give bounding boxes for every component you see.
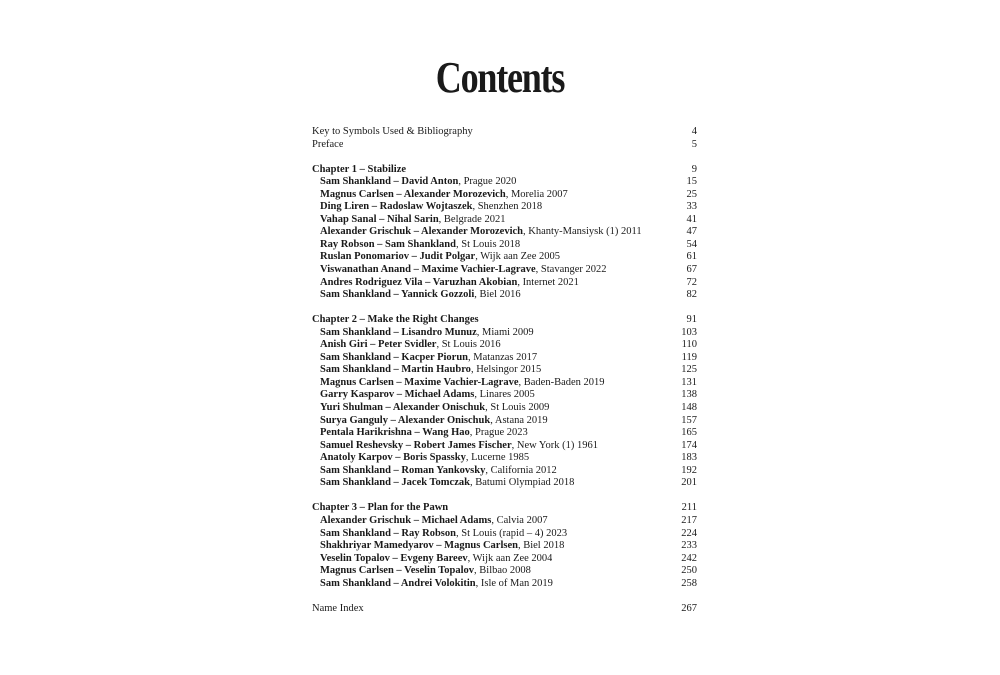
game-entry[interactable] [312, 239, 697, 252]
game-title [312, 352, 537, 365]
page-number: 119 [681, 351, 697, 363]
entry-title: Chapter 2 – Make the Right Changes [312, 314, 479, 326]
game-players: Vahap Sanal – Nihal Sarin [320, 213, 439, 225]
game-title [312, 389, 535, 402]
game-players: Anatoly Karpov – Boris Spassky [320, 452, 466, 464]
game-title [312, 264, 607, 277]
game-title [312, 427, 528, 440]
page-title: Contents [435, 53, 565, 102]
page-number: 242 [681, 552, 697, 564]
game-entry[interactable] [312, 214, 697, 227]
game-title [312, 377, 605, 390]
game-title [312, 465, 557, 478]
game-event: , Baden-Baden 2019 [518, 376, 605, 388]
game-entry[interactable] [312, 565, 697, 578]
game-event: , Prague 2023 [469, 427, 528, 439]
page-number: 15 [686, 176, 697, 188]
game-event: , New York (1) 1961 [511, 439, 598, 451]
page-number: 183 [681, 452, 697, 464]
game-entry[interactable] [312, 578, 697, 591]
page-number: 250 [681, 565, 697, 577]
game-title [312, 251, 560, 264]
entry-title: Name Index [312, 602, 364, 614]
game-event: , Prague 2020 [458, 176, 517, 188]
page-number: 224 [681, 527, 697, 539]
game-event: , Miami 2009 [476, 326, 534, 338]
game-event: , Belgrade 2021 [438, 213, 506, 225]
game-players: Sam Shankland – Martin Haubro [320, 364, 471, 376]
game-players: Ruslan Ponomariov – Judit Polgar [320, 251, 476, 263]
game-players: Sam Shankland – Roman Yankovsky [320, 464, 486, 476]
game-title [312, 477, 574, 490]
page-number: 233 [681, 540, 697, 552]
game-players: Surya Ganguly – Alexander Onischuk [320, 414, 491, 426]
game-players: Sam Shankland – Andrei Volokitin [320, 577, 476, 589]
game-players: Magnus Carlsen – Veselin Topalov [320, 565, 475, 577]
page-number: 9 [691, 163, 697, 175]
game-entry[interactable] [312, 289, 697, 302]
game-players: Shakhriyar Mamedyarov – Magnus Carlsen [320, 540, 518, 552]
game-entry[interactable] [312, 277, 697, 290]
game-event: , Linares 2005 [474, 389, 535, 401]
toc-entry[interactable] [312, 603, 697, 616]
game-entry[interactable] [312, 264, 697, 277]
game-players: Magnus Carlsen – Alexander Morozevich [320, 188, 506, 200]
spacer [312, 151, 697, 164]
page-number: 138 [681, 389, 697, 401]
page-number: 41 [686, 213, 697, 225]
page-number: 174 [681, 439, 697, 451]
page-number: 217 [681, 514, 697, 526]
game-players: Alexander Grischuk – Alexander Morozevich [320, 226, 523, 238]
game-title [312, 540, 564, 553]
game-entry[interactable] [312, 528, 697, 541]
game-title [312, 201, 542, 214]
spacer [312, 490, 697, 503]
game-entry[interactable] [312, 327, 697, 340]
game-event: , Shenzhen 2018 [472, 201, 543, 213]
game-players: Anish Giri – Peter Svidler [320, 339, 437, 351]
page-number: 103 [681, 326, 697, 338]
page-number: 61 [686, 251, 697, 263]
game-event: , Wijk aan Zee 2005 [475, 251, 561, 263]
spacer [312, 302, 697, 315]
spacer [312, 590, 697, 603]
page-number: 192 [681, 464, 697, 476]
game-entry[interactable] [312, 477, 697, 490]
game-entry[interactable] [312, 189, 697, 202]
table-of-contents [312, 126, 697, 615]
game-title [312, 239, 520, 252]
game-title [312, 402, 549, 415]
game-players: Sam Shankland – Kacper Piorun [320, 351, 469, 363]
game-title [312, 214, 505, 227]
game-players: Sam Shankland – Lisandro Munuz [320, 326, 477, 338]
game-event: , Calvia 2007 [491, 514, 548, 526]
game-players: Andres Rodriguez Vila – Varuzhan Akobian [320, 276, 518, 288]
game-title [312, 415, 548, 428]
game-title [312, 553, 552, 566]
game-entry[interactable] [312, 415, 697, 428]
game-players: Garry Kasparov – Michael Adams [320, 389, 475, 401]
game-players: Sam Shankland – Jacek Tomczak [320, 477, 470, 489]
game-entry[interactable] [312, 440, 697, 453]
game-entry[interactable] [312, 465, 697, 478]
page-number: 131 [681, 376, 697, 388]
game-players: Yuri Shulman – Alexander Onischuk [320, 402, 486, 414]
game-title [312, 226, 642, 239]
game-entry[interactable] [312, 176, 697, 189]
game-event: , Bilbao 2008 [474, 565, 531, 577]
game-players: Magnus Carlsen – Maxime Vachier-Lagrave [320, 376, 519, 388]
page-number: 82 [686, 289, 697, 301]
game-event: , Morelia 2007 [505, 188, 568, 200]
game-entry[interactable] [312, 364, 697, 377]
game-event: , St Louis 2009 [485, 402, 550, 414]
game-entry[interactable] [312, 251, 697, 264]
game-event: , St Louis 2016 [436, 339, 501, 351]
page-number: 125 [681, 364, 697, 376]
page-number: 148 [681, 402, 697, 414]
page-number: 67 [686, 264, 697, 276]
page-number: 157 [681, 414, 697, 426]
game-players: Sam Shankland – Ray Robson [320, 527, 456, 539]
game-title [312, 452, 529, 465]
game-event: , Isle of Man 2019 [475, 577, 553, 589]
game-title [312, 515, 548, 528]
chapter-heading[interactable] [312, 164, 697, 177]
game-entry[interactable] [312, 339, 697, 352]
game-title [312, 339, 501, 352]
page-number: 72 [686, 276, 697, 288]
entry-title: Chapter 3 – Plan for the Pawn [312, 502, 449, 514]
game-players: Alexander Grischuk – Michael Adams [320, 514, 492, 526]
game-players: Sam Shankland – David Anton [320, 176, 459, 188]
game-title [312, 364, 541, 377]
page-number: 110 [681, 339, 697, 351]
game-players: Samuel Reshevsky – Robert James Fischer [320, 439, 512, 451]
game-players: Sam Shankland – Yannick Gozzoli [320, 289, 475, 301]
game-event: , Matanzas 2017 [468, 351, 538, 363]
chapter-heading[interactable] [312, 502, 697, 515]
game-players: Ding Liren – Radoslaw Wojtaszek [320, 201, 473, 213]
game-event: , California 2012 [485, 464, 557, 476]
game-event: , Internet 2021 [517, 276, 579, 288]
entry-title: Preface [312, 138, 344, 150]
page-number: 91 [686, 314, 697, 326]
game-entry[interactable] [312, 226, 697, 239]
page-number: 267 [681, 602, 697, 614]
toc-entry[interactable] [312, 126, 697, 139]
toc-entry[interactable] [312, 139, 697, 152]
game-event: , Lucerne 1985 [465, 452, 530, 464]
game-event: , Biel 2018 [517, 540, 565, 552]
game-title [312, 289, 521, 302]
game-entry[interactable] [312, 553, 697, 566]
game-title [312, 189, 568, 202]
game-entry[interactable] [312, 201, 697, 214]
game-entry[interactable] [312, 352, 697, 365]
game-title [312, 440, 598, 453]
game-players: Viswanathan Anand – Maxime Vachier-Lagrave [320, 264, 536, 276]
entry-title: Key to Symbols Used & Bibliography [312, 126, 473, 137]
game-entry[interactable] [312, 427, 697, 440]
game-event: , Khanty-Mansiysk (1) 2011 [523, 226, 642, 238]
game-title [312, 176, 516, 189]
page-number: 201 [681, 477, 697, 489]
page-number: 54 [686, 238, 697, 250]
page-number: 5 [691, 138, 697, 150]
game-entry[interactable] [312, 515, 697, 528]
page-number: 25 [686, 188, 697, 200]
game-event: , Stavanger 2022 [535, 264, 607, 276]
game-event: , St Louis (rapid – 4) 2023 [455, 527, 568, 539]
page-number: 258 [681, 577, 697, 589]
game-players: Ray Robson – Sam Shankland [320, 238, 456, 250]
game-title [312, 565, 531, 578]
game-entry[interactable] [312, 452, 697, 465]
page-number: 33 [686, 201, 697, 213]
game-entry[interactable] [312, 540, 697, 553]
game-players: Pentala Harikrishna – Wang Hao [320, 427, 470, 439]
game-title [312, 578, 553, 591]
page-number: 211 [681, 502, 697, 514]
game-title [312, 327, 534, 340]
game-title [312, 528, 567, 541]
page-number: 47 [686, 226, 697, 238]
game-event: , Biel 2016 [474, 289, 521, 301]
game-players: Veselin Topalov – Evgeny Bareev [320, 552, 468, 564]
game-event: , Batumi Olympiad 2018 [469, 477, 575, 489]
game-event: , St Louis 2018 [455, 238, 521, 250]
game-entry[interactable] [312, 402, 697, 415]
game-event: , Wijk aan Zee 2004 [467, 552, 553, 564]
page-number: 4 [691, 126, 697, 137]
game-title [312, 277, 579, 290]
page-number: 165 [681, 427, 697, 439]
chapter-heading[interactable] [312, 314, 697, 327]
game-event: , Helsingor 2015 [470, 364, 542, 376]
game-entry[interactable] [312, 377, 697, 390]
entry-title: Chapter 1 – Stabilize [312, 163, 407, 175]
game-event: , Astana 2019 [490, 414, 548, 426]
game-entry[interactable] [312, 389, 697, 402]
